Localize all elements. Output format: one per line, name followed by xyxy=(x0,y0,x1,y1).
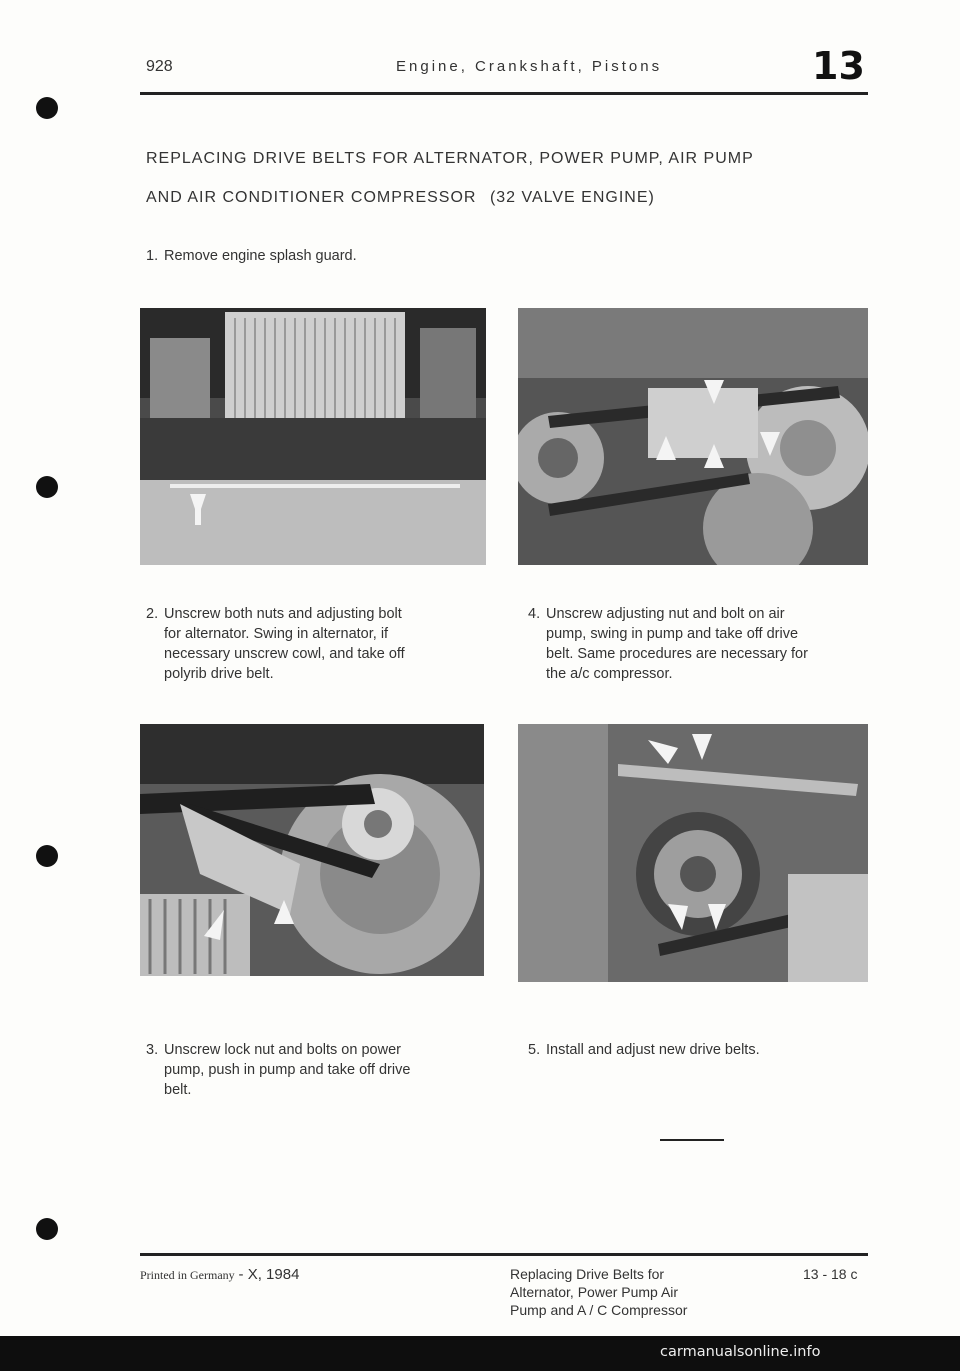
step-4 xyxy=(528,604,868,684)
procedure-heading-line1: REPLACING DRIVE BELTS FOR ALTERNATOR, POWER PUMP, AIR PUMP xyxy=(146,150,754,167)
chapter-number: 13 xyxy=(812,44,865,88)
procedure-heading-line2 xyxy=(146,189,655,207)
step-1 xyxy=(146,246,476,266)
binder-hole xyxy=(36,476,58,498)
engine-variant-note: (32 VALVE ENGINE) xyxy=(489,189,655,206)
binder-hole xyxy=(36,1218,58,1240)
model-number: 928 xyxy=(146,58,173,75)
step-text-line: for alternator. Swing in alternator, if xyxy=(164,626,389,642)
footer-rule xyxy=(140,1253,868,1256)
step-text-line: Unscrew both nuts and adjusting bolt xyxy=(164,606,402,622)
photo-ac-compressor-belt xyxy=(518,724,868,982)
print-info xyxy=(140,1265,299,1284)
step-text: Install and adjust new drive belts. xyxy=(546,1042,760,1058)
footer-caption xyxy=(510,1265,687,1319)
section-title: Engine, Crankshaft, Pistons xyxy=(396,58,663,75)
header-rule xyxy=(140,92,868,95)
photo-engine-splash-guard xyxy=(140,308,486,565)
photo-air-pump-belt xyxy=(518,308,868,565)
footer-caption-line: Replacing Drive Belts for xyxy=(510,1266,665,1282)
step-text-line: Unscrew adjusting nut and bolt on air xyxy=(546,606,785,622)
step-3 xyxy=(146,1040,486,1100)
step-number: 5. xyxy=(528,1042,541,1058)
step-text-line: belt. Same procedures are necessary for xyxy=(546,646,808,662)
step-text-line: the a/c compressor. xyxy=(546,666,673,682)
step-number: 1. xyxy=(146,248,159,264)
step-text-line: necessary unscrew cowl, and take off xyxy=(164,646,405,662)
binder-hole xyxy=(36,97,58,119)
step-5 xyxy=(528,1040,868,1060)
step-text: Remove engine splash guard. xyxy=(164,248,357,264)
footer-caption-line: Alternator, Power Pump Air xyxy=(510,1284,679,1300)
step-2 xyxy=(146,604,486,684)
procedure-heading-text: AND AIR CONDITIONER COMPRESSOR xyxy=(146,189,477,206)
end-of-section-rule xyxy=(660,1139,724,1141)
binder-hole xyxy=(36,845,58,867)
footer-caption-line: Pump and A / C Compressor xyxy=(510,1302,688,1318)
edition: - X, 1984 xyxy=(238,1266,300,1283)
step-text-line: Unscrew lock nut and bolts on power xyxy=(164,1042,401,1058)
page-number: 13 - 18 c xyxy=(803,1266,858,1282)
step-number: 4. xyxy=(528,606,541,622)
watermark: carmanualsonline.info xyxy=(660,1344,821,1360)
step-number: 3. xyxy=(146,1042,159,1058)
printed-in: Printed in Germany xyxy=(140,1268,235,1282)
step-text-line: pump, swing in pump and take off drive xyxy=(546,626,799,642)
step-text-line: belt. xyxy=(164,1082,192,1098)
step-text-line: polyrib drive belt. xyxy=(164,666,274,682)
photo-alternator-belt xyxy=(140,724,484,976)
step-number: 2. xyxy=(146,606,159,622)
step-text-line: pump, push in pump and take off drive xyxy=(164,1062,411,1078)
